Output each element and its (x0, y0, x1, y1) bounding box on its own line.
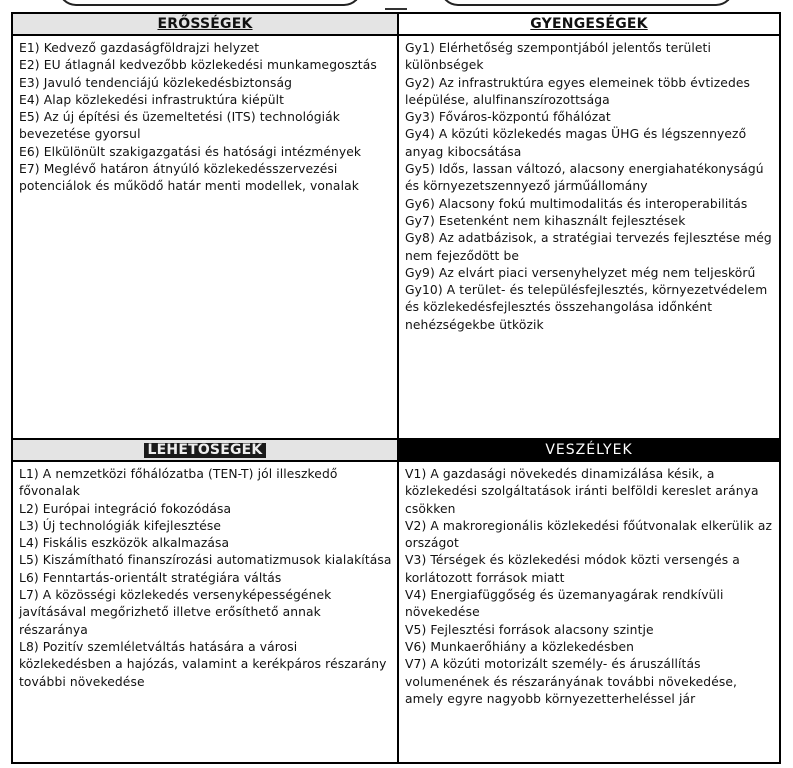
threats-item: V2) A makroregionális közlekedési főútvonalak elkerülik az országot (405, 518, 773, 551)
weaknesses-item-code: Gy2 (405, 75, 430, 90)
threats-item: V5) Fejlesztési források alacsony szintje (405, 622, 654, 637)
decorative-arc-left (58, 0, 362, 6)
threats-item-code: V2 (405, 518, 422, 533)
strengths-title: ERŐSSÉGEK (157, 16, 253, 32)
strengths-item-text: EU átlagnál kedvezőbb közlekedési munkamegosztás (43, 58, 377, 73)
weaknesses-item-code: Gy3 (405, 110, 430, 125)
strengths-item-code: E6 (19, 144, 35, 159)
strengths-item-code: E3 (19, 75, 35, 90)
opportunities-item: L2) Európai integráció fokozódása (19, 501, 232, 516)
threats-item-text: Térségek és közlekedési módok közti versengés a korlátozott források miatt (405, 553, 740, 585)
threats-item-text: A közúti motorizált személy- és áruszállítás volumenének és részarányának további növekedése, amely egyre nagyobb környezetterheléssel jár (405, 657, 738, 706)
opportunities-title: LEHETŐSÉGEK (144, 443, 267, 458)
opportunities-item-text: Fenntartás-orientált stratégiára váltás (42, 570, 282, 585)
opportunities-item: L8) Pozitív szemléletváltás hatására a városi közlekedésben a hajózás, valamint a kerékpáros részarány további növekedése (19, 639, 387, 689)
opportunities-item-text: Európai integráció fokozódása (42, 501, 232, 516)
weaknesses-item-code: Gy5 (405, 162, 430, 177)
strengths-item-code: E2 (19, 58, 35, 73)
weaknesses-item-code: Gy7 (405, 213, 430, 228)
opportunities-item: L5) Kiszámítható finanszírozási automatizmusok kialakítása (19, 553, 392, 568)
weaknesses-item: Gy2) Az infrastruktúra egyes elemeinek több évtizedes leépülése, alulfinanszírozottsága (405, 75, 751, 107)
strengths-item-text: Javuló tendenciájú közlekedésbiztonság (43, 75, 293, 90)
weaknesses-item-code: Gy4 (405, 127, 430, 142)
threats-title: VESZÉLYEK (545, 442, 633, 458)
strengths-item-text: Kedvező gazdaságföldrajzi helyzet (43, 41, 260, 55)
weaknesses-item-text: A közúti közlekedés magas ÜHG és légszennyező anyag kibocsátása (405, 127, 747, 159)
threats-item-text: Fejlesztési források alacsony szintje (430, 622, 654, 637)
decorative-dash (385, 8, 407, 10)
opportunities-item-code: L8 (19, 639, 34, 654)
opportunities-item: L1) A nemzetközi főhálózatba (TEN-T) jól illeszkedő fővonalak (19, 467, 338, 499)
strengths-header (13, 14, 397, 36)
weaknesses-item: Gy4) A közúti közlekedés magas ÜHG és légszennyező anyag kibocsátása (405, 127, 747, 159)
strengths-quadrant (13, 14, 397, 438)
threats-item-text: Energiafüggőség és üzemanyagárak rendkívüli növekedése (405, 588, 724, 620)
weaknesses-item-code: Gy9 (405, 265, 430, 280)
weaknesses-item-text: A terület- és településfejlesztés, környezetvédelem és közlekedésfejlesztés összehangolása időnként nehézségekbe ütközik (405, 283, 768, 332)
opportunities-item-text: Pozitív szemléletváltás hatására a városi közlekedésben a hajózás, valamint a kerékpáros részarány további növekedése (19, 639, 387, 689)
weaknesses-item-text: Esetenként nem kihasznált fejlesztések (438, 213, 686, 228)
threats-item: V1) A gazdasági növekedés dinamizálása késik, a közlekedési szolgáltatások iránti belföldi kereslet aránya csökken (405, 467, 759, 516)
opportunities-item-code: L5 (19, 553, 34, 568)
threats-header (399, 440, 779, 462)
opportunities-item: L3) Új technológiák kifejlesztése (19, 518, 222, 533)
swot-table (11, 12, 781, 764)
weaknesses-list (399, 36, 779, 334)
opportunities-item-text: Kiszámítható finanszírozási automatizmusok kialakítása (42, 553, 392, 568)
opportunities-item-code: L4 (19, 536, 34, 551)
threats-item-code: V1 (405, 467, 422, 481)
threats-item: V3) Térségek és közlekedési módok közti versengés a korlátozott források miatt (405, 553, 740, 585)
weaknesses-item-text: Idős, lassan változó, alacsony energiahatékonyságú és környezetszennyező járműállomány (405, 162, 764, 194)
opportunities-item-code: L1 (19, 467, 34, 481)
weaknesses-item-text: Az adatbázisok, a stratégiai tervezés fejlesztése még nem fejeződött be (405, 231, 772, 263)
weaknesses-item-text: Az infrastruktúra egyes elemeinek több évtizedes leépülése, alulfinanszírozottsága (405, 75, 751, 107)
opportunities-item: L7) A közösségi közlekedés versenyképességének javításával megőrizhető illetve erősíthető annak részaránya (19, 588, 332, 637)
decorative-arc-right (440, 0, 734, 6)
weaknesses-item: Gy6) Alacsony fokú multimodalitás és interoperabilitás (405, 196, 748, 211)
opportunities-item-code: L2 (19, 501, 34, 516)
weaknesses-item-text: Alacsony fokú multimodalitás és interoperabilitás (438, 196, 748, 211)
weaknesses-quadrant (399, 14, 779, 438)
threats-item-code: V6 (405, 639, 422, 654)
threats-item-code: V5 (405, 622, 422, 637)
strengths-item: E3) Javuló tendenciájú közlekedésbiztonság (19, 75, 293, 90)
opportunities-item: L6) Fenntartás-orientált stratégiára váltás (19, 570, 282, 585)
weaknesses-item: Gy8) Az adatbázisok, a stratégiai tervezés fejlesztése még nem fejeződött be (405, 231, 772, 263)
weaknesses-item-text: Az elvárt piaci versenyhelyzet még nem teljeskörű (438, 265, 756, 280)
threats-item-text: Munkaerőhiány a közlekedésben (430, 639, 635, 654)
weaknesses-item: Gy10) A terület- és településfejlesztés, környezetvédelem és közlekedésfejlesztés összehangolása időnként nehézségekbe ütközik (405, 283, 768, 332)
weaknesses-item-code: Gy8 (405, 231, 430, 246)
strengths-item: E2) EU átlagnál kedvezőbb közlekedési munkamegosztás (19, 58, 377, 73)
opportunities-header (13, 440, 397, 462)
opportunities-item-text: Fiskális eszközök alkalmazása (42, 536, 230, 551)
strengths-item: E5) Az új építési és üzemeltetési (ITS) technológiák bevezetése gyorsul (19, 110, 341, 142)
threats-item-text: A makroregionális közlekedési főútvonalak elkerülik az országot (405, 518, 773, 551)
threats-item: V7) A közúti motorizált személy- és áruszállítás volumenének és részarányának további növekedése, amely egyre nagyobb környezetterheléssel jár (405, 657, 738, 706)
opportunities-item: L4) Fiskális eszközök alkalmazása (19, 536, 230, 551)
strengths-item: E4) Alap közlekedési infrastruktúra kiépült (19, 92, 285, 107)
weaknesses-item: Gy7) Esetenként nem kihasznált fejlesztések (405, 213, 686, 228)
weaknesses-title: GYENGESÉGEK (530, 16, 648, 32)
opportunities-item-text: A nemzetközi főhálózatba (TEN-T) jól illeszkedő fővonalak (19, 467, 338, 499)
strengths-item: E7) Meglévő határon átnyúló közlekedésszervezési potenciálok és működő határ menti modellek, vonalak (19, 162, 359, 194)
threats-item-code: V7 (405, 657, 422, 672)
opportunities-item-text: Új technológiák kifejlesztése (42, 518, 222, 533)
weaknesses-item-text: Főváros-központú főhálózat (438, 110, 611, 125)
opportunities-list (13, 462, 397, 691)
threats-item-code: V3 (405, 553, 422, 568)
threats-list (399, 462, 779, 708)
opportunities-item-code: L3 (19, 518, 34, 533)
strengths-item: E1) Kedvező gazdaságföldrajzi helyzet (19, 41, 260, 55)
strengths-item-code: E1 (19, 41, 35, 55)
weaknesses-item: Gy3) Főváros-központú főhálózat (405, 110, 611, 125)
weaknesses-item-text: Elérhetőség szempontjából jelentős területi különbségek (405, 41, 711, 73)
strengths-item-code: E7 (19, 162, 35, 177)
strengths-item-code: E4 (19, 92, 35, 107)
strengths-list (13, 36, 397, 196)
strengths-item-text: Elkülönült szakigazgatási és hatósági intézmények (43, 144, 362, 159)
strengths-item: E6) Elkülönült szakigazgatási és hatósági intézmények (19, 144, 362, 159)
strengths-item-code: E5 (19, 110, 35, 125)
opportunities-item-text: A közösségi közlekedés versenyképességének javításával megőrizhető illetve erősíthető annak részaránya (19, 588, 332, 637)
weaknesses-item-code: Gy6 (405, 196, 430, 211)
strengths-item-text: Alap közlekedési infrastruktúra kiépült (43, 92, 285, 107)
weaknesses-item: Gy5) Idős, lassan változó, alacsony energiahatékonyságú és környezetszennyező járműállomány (405, 162, 764, 194)
opportunities-quadrant (13, 440, 397, 764)
threats-quadrant (399, 440, 779, 764)
weaknesses-header (399, 14, 779, 36)
weaknesses-item: Gy9) Az elvárt piaci versenyhelyzet még nem teljeskörű (405, 265, 756, 280)
opportunities-item-code: L6 (19, 570, 34, 585)
threats-item: V4) Energiafüggőség és üzemanyagárak rendkívüli növekedése (405, 588, 724, 620)
threats-item-code: V4 (405, 588, 422, 603)
strengths-item-text: Meglévő határon átnyúló közlekedésszervezési potenciálok és működő határ menti modellek, vonalak (19, 162, 359, 194)
weaknesses-item-code: Gy1 (405, 41, 430, 55)
threats-item: V6) Munkaerőhiány a közlekedésben (405, 639, 635, 654)
opportunities-item-code: L7 (19, 588, 34, 603)
weaknesses-item: Gy1) Elérhetőség szempontjából jelentős területi különbségek (405, 41, 711, 73)
threats-item-text: A gazdasági növekedés dinamizálása késik, a közlekedési szolgáltatások iránti belföldi kereslet aránya csökken (405, 467, 759, 516)
strengths-item-text: Az új építési és üzemeltetési (ITS) technológiák bevezetése gyorsul (19, 110, 341, 142)
weaknesses-item-code: Gy10 (405, 283, 438, 298)
